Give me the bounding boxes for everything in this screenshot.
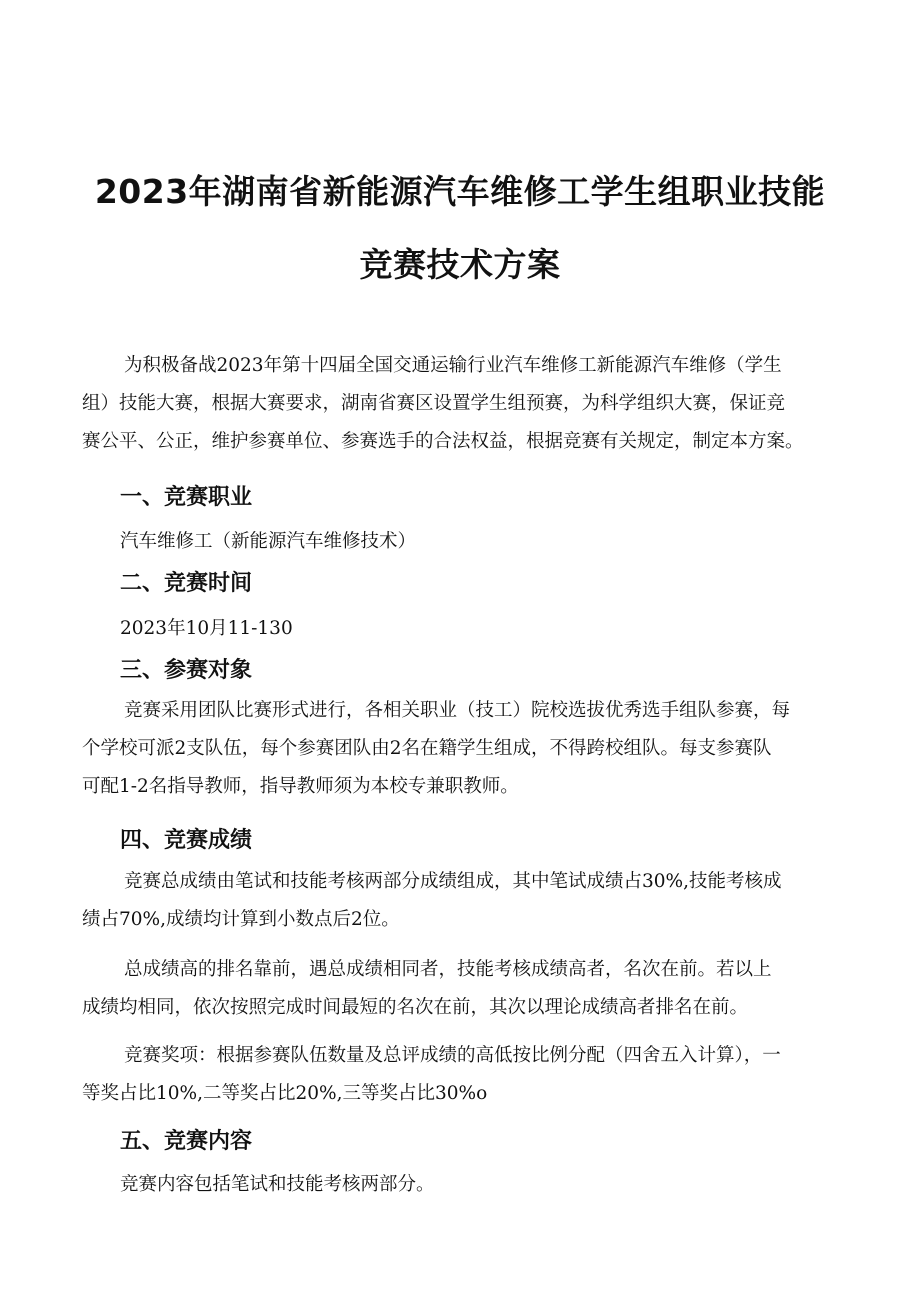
section-3-line-2: 个学校可派2支队伍，每个参赛团队由2名在籍学生组成，不得跨校组队。每支参赛队 (82, 738, 772, 759)
section-3-paragraph (82, 692, 842, 806)
section-5-heading: 五、竞赛内容 (120, 1129, 253, 1154)
intro-line-2: 组）技能大赛，根据大赛要求，湖南省赛区设置学生组预赛，为科学组织大赛，保证竞 (82, 393, 786, 414)
document-title-line-1: 2023年湖南省新能源汽车维修工学生组职业技能 (94, 172, 826, 211)
section-1-heading: 一、竞赛职业 (120, 485, 253, 510)
section-4-p1-line-2: 绩占70%,成绩均计算到小数点后2位。 (82, 909, 400, 930)
section-3-heading: 三、参赛对象 (120, 658, 253, 683)
intro-line-1: 为积极备战2023年第十四届全国交通运输行业汽车维修工新能源汽车维修（学生 (124, 355, 782, 376)
section-1-text: 汽车维修工（新能源汽车维修技术） (120, 531, 417, 552)
section-3-line-1: 竞赛采用团队比赛形式进行，各相关职业（技工）院校选拔优秀选手组队参赛，每 (124, 700, 791, 721)
section-2-text: 2023年10月11-130 (120, 618, 293, 639)
section-4-p2-line-2: 成绩均相同，依次按照完成时间最短的名次在前，其次以理论成绩高者排名在前。 (82, 997, 749, 1018)
intro-line-3: 赛公平、公正，维护参赛单位、参赛选手的合法权益，根据竞赛有关规定，制定本方案。 (82, 431, 804, 452)
section-2-heading: 二、竞赛时间 (120, 571, 253, 596)
section-4-p3-line-1: 竞赛奖项：根据参赛队伍数量及总评成绩的高低按比例分配（四舍五入计算），一 (124, 1045, 781, 1066)
intro-paragraph (82, 347, 842, 461)
document-title-line-2: 竞赛技术方案 (359, 245, 561, 284)
section-4-paragraph-1 (82, 863, 842, 939)
section-4-heading: 四、竞赛成绩 (120, 828, 253, 853)
section-4-paragraph-3 (82, 1037, 842, 1113)
section-4-paragraph-2 (82, 951, 842, 1027)
section-4-p3-line-2: 等奖占比10%,二等奖占比20%,三等奖占比30%o (82, 1083, 488, 1104)
section-5-text: 竞赛内容包括笔试和技能考核两部分。 (120, 1174, 435, 1195)
section-3-line-3: 可配1-2名指导教师，指导教师须为本校专兼职教师。 (82, 776, 519, 797)
section-4-p1-line-1: 竞赛总成绩由笔试和技能考核两部分成绩组成，其中笔试成绩占30%,技能考核成 (124, 871, 782, 892)
section-4-p2-line-1: 总成绩高的排名靠前，遇总成绩相同者，技能考核成绩高者，名次在前。若以上 (124, 959, 772, 980)
